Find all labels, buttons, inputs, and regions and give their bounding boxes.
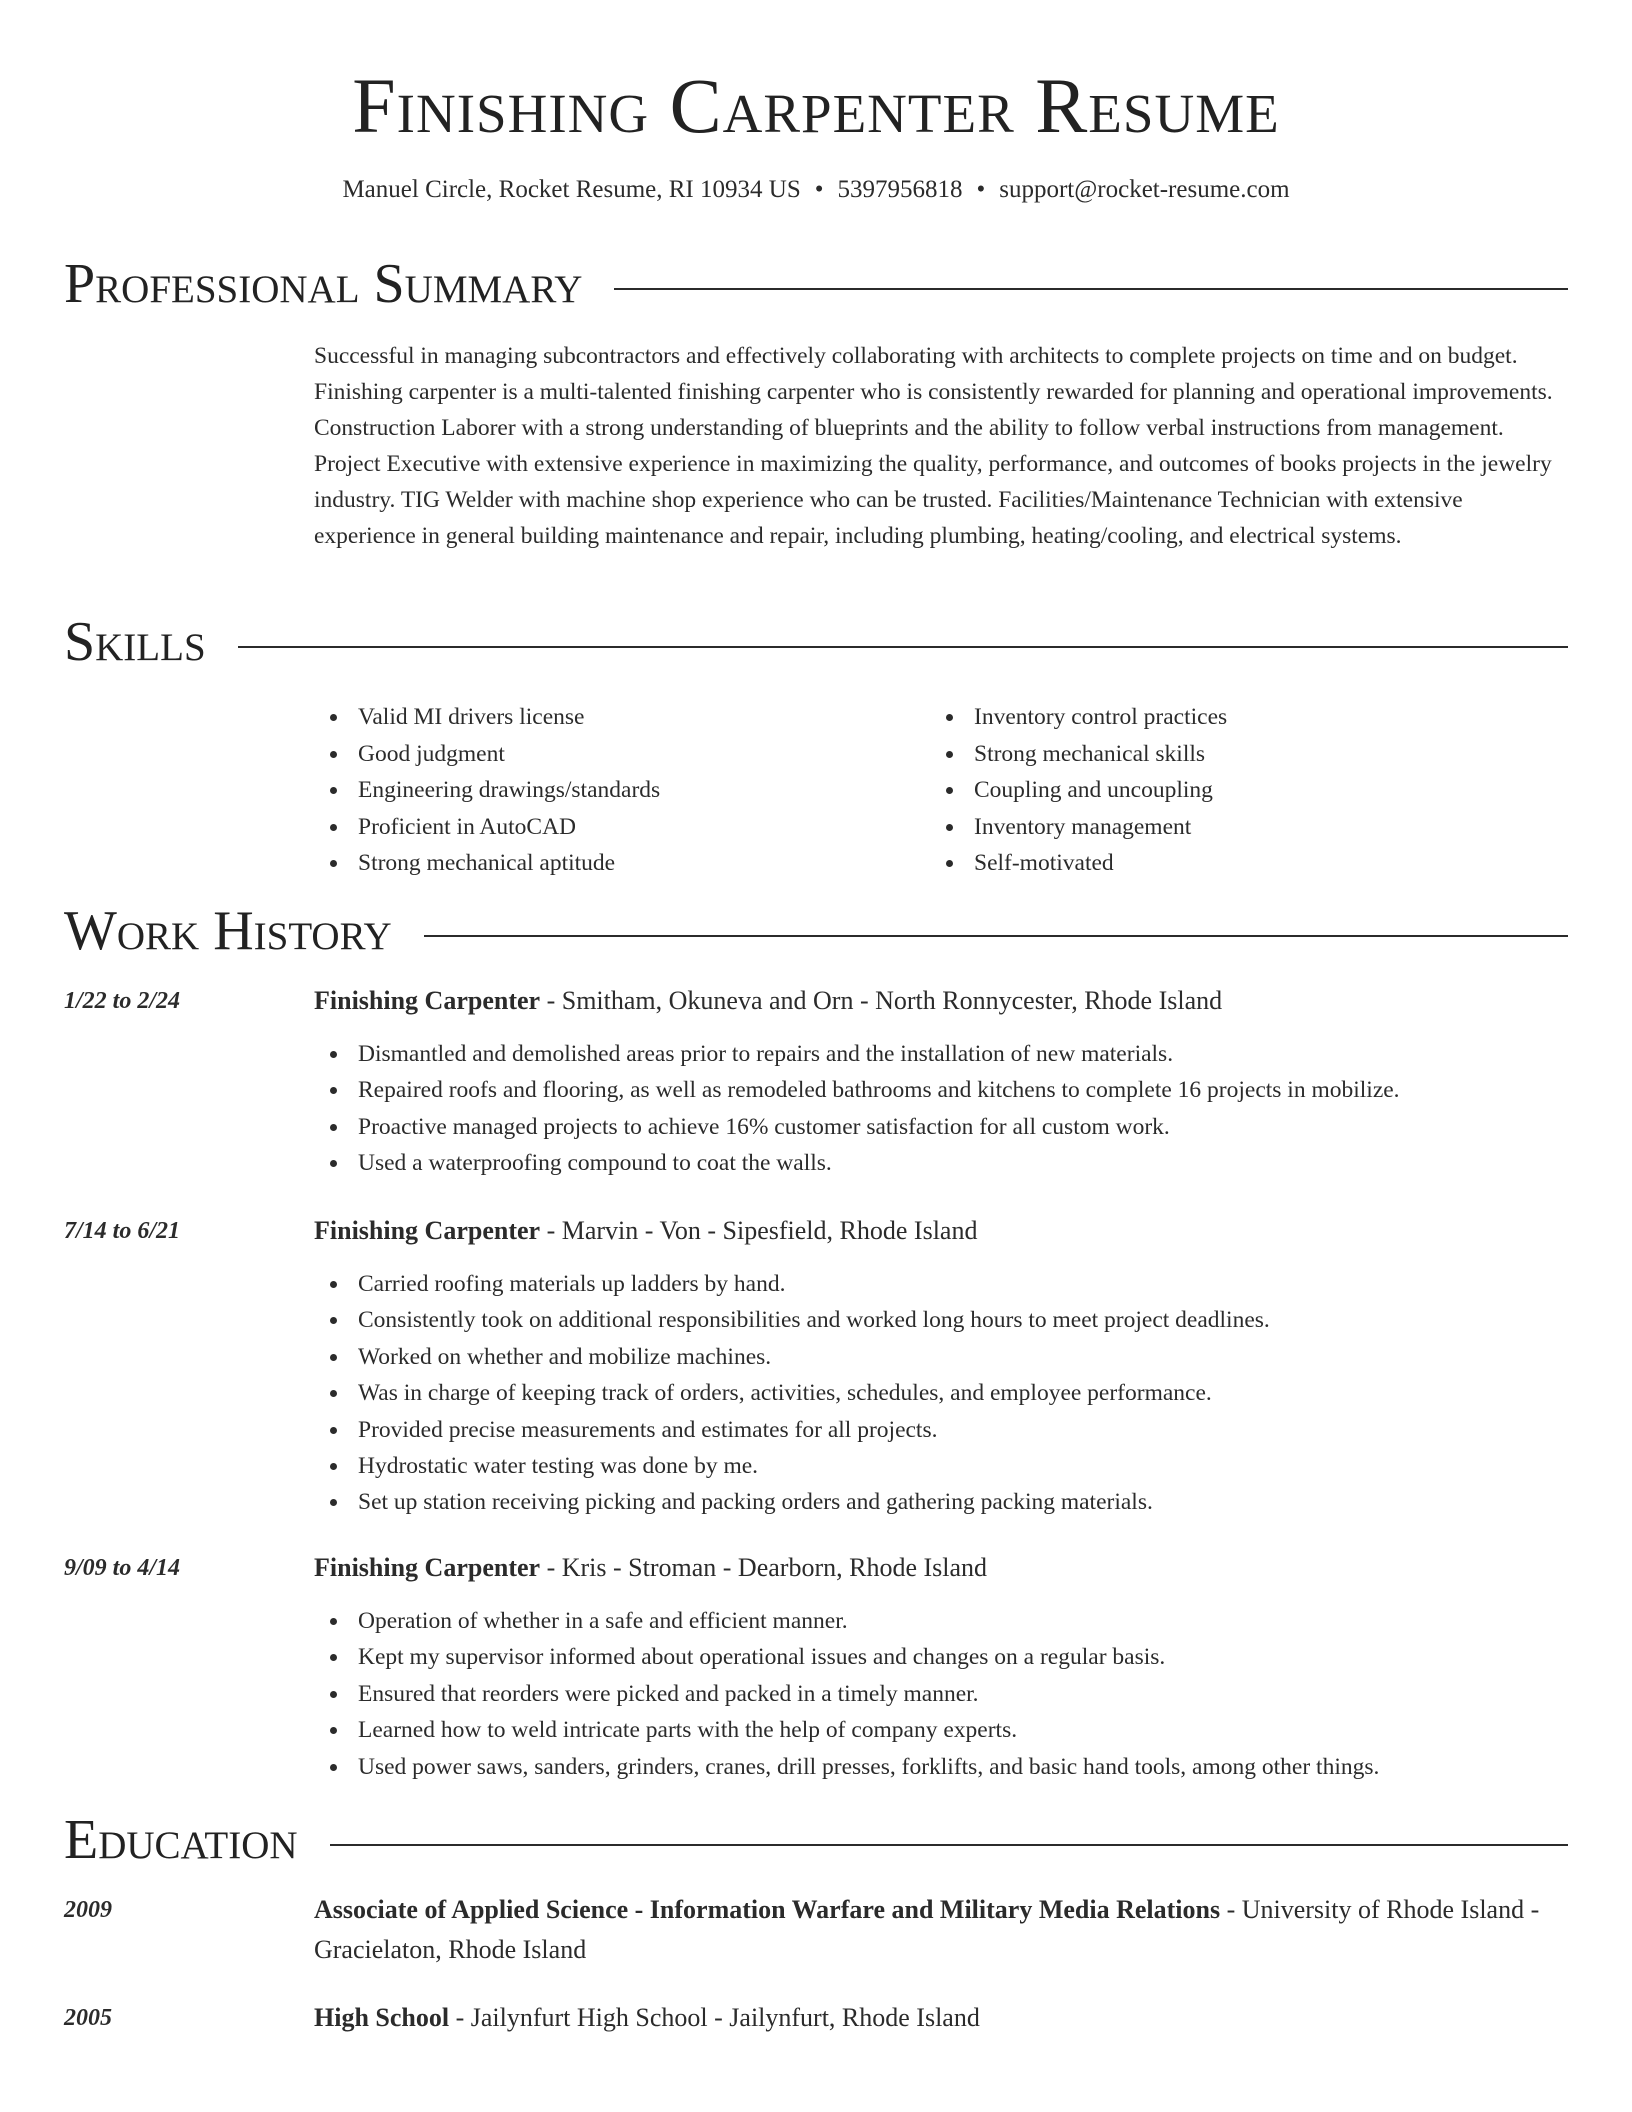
skill-item: Proficient in AutoCAD xyxy=(314,809,914,846)
education-entry xyxy=(314,1998,1570,2038)
education-year: 2009 xyxy=(64,1897,112,1923)
duty-item: Provided precise measurements and estimates for all projects. xyxy=(314,1412,1570,1448)
education-school: - University of Rhode Island - Gracielaton, Rhode Island xyxy=(314,1895,1540,1964)
section-divider xyxy=(238,646,1568,648)
duty-item: Used power saws, sanders, grinders, cranes, drill presses, forklifts, and basic hand tools, among other things. xyxy=(314,1749,1570,1785)
duty-item: Worked on whether and mobilize machines. xyxy=(314,1339,1570,1375)
skill-item: Inventory control practices xyxy=(930,699,1530,736)
education-degree: High School xyxy=(314,2003,450,2032)
duty-item: Learned how to weld intricate parts with the help of company experts. xyxy=(314,1712,1570,1748)
job-title: Finishing Carpenter xyxy=(314,986,541,1015)
contact-email[interactable]: support@rocket-resume.com xyxy=(999,176,1290,203)
summary-text: Successful in managing subcontractors and effectively collaborating with architects to complete projects on time and on budget. Finishing carpenter is a multi-talented finishing carpenter who is consistently rewarded for planning and operational improvements. Construction Laborer with a strong understanding of blueprints and the ability to follow verbal instructions from management. Project Executive with extensive experience in maximizing the quality, performance, and outcomes of books projects in the jewelry industry. TIG Welder with machine shop experience who can be trusted. Facilities/Maintenance Technician with extensive experience in general building maintenance and repair, including plumbing, heating/cooling, and electrical systems. xyxy=(314,343,1553,549)
contact-separator: • xyxy=(976,176,986,203)
job-heading xyxy=(314,1215,1570,1247)
section-divider xyxy=(330,1844,1568,1846)
resume-title: Finishing Carpenter Resume xyxy=(352,62,1280,149)
job-employer: - Kris - Stroman - Dearborn, Rhode Island xyxy=(540,1553,988,1582)
duty-item: Was in charge of keeping track of orders, activities, schedules, and employee performance. xyxy=(314,1375,1570,1411)
contact-phone: 5397956818 xyxy=(837,176,963,203)
job-dates: 9/09 to 4/14 xyxy=(64,1555,181,1581)
skill-item: Strong mechanical skills xyxy=(930,736,1530,773)
job-dates: 7/14 to 6/21 xyxy=(64,1218,181,1244)
contact-separator: • xyxy=(814,176,824,203)
skill-item: Self-motivated xyxy=(930,845,1530,882)
duty-item: Repaired roofs and flooring, as well as remodeled bathrooms and kitchens to complete 16 projects in mobilize. xyxy=(314,1072,1570,1108)
education-school: - Jailynfurt High School - Jailynfurt, Rhode Island xyxy=(449,2003,980,2032)
job-dates: 1/22 to 2/24 xyxy=(64,988,181,1014)
duty-item: Hydrostatic water testing was done by me. xyxy=(314,1448,1570,1484)
education-entry xyxy=(314,1890,1570,1970)
skill-item: Good judgment xyxy=(314,736,914,773)
job-title: Finishing Carpenter xyxy=(314,1216,541,1245)
duty-item: Consistently took on additional responsibilities and worked long hours to meet project deadlines. xyxy=(314,1302,1570,1338)
skill-item: Strong mechanical aptitude xyxy=(314,845,914,882)
job-heading xyxy=(314,1552,1570,1584)
section-divider xyxy=(614,288,1568,290)
summary-heading: Professional Summary xyxy=(64,253,583,315)
summary-section-header xyxy=(64,252,1568,316)
job-duties xyxy=(314,1266,1570,1521)
education-degree: Associate of Applied Science - Information Warfare and Military Media Relations xyxy=(314,1895,1221,1924)
education-section-header xyxy=(64,1808,1568,1872)
job-employer: - Smitham, Okuneva and Orn - North Ronnycester, Rhode Island xyxy=(540,986,1223,1015)
job-title: Finishing Carpenter xyxy=(314,1553,541,1582)
duty-item: Dismantled and demolished areas prior to repairs and the installation of new materials. xyxy=(314,1036,1570,1072)
duty-item: Proactive managed projects to achieve 16% customer satisfaction for all custom work. xyxy=(314,1109,1570,1145)
skills-heading: Skills xyxy=(64,611,206,673)
skill-item: Engineering drawings/standards xyxy=(314,772,914,809)
skill-item: Coupling and uncoupling xyxy=(930,772,1530,809)
education-year: 2005 xyxy=(64,2005,112,2031)
duty-item: Used a waterproofing compound to coat the walls. xyxy=(314,1145,1570,1181)
skills-list-left xyxy=(314,699,914,882)
work-heading: Work History xyxy=(64,900,392,962)
duty-item: Ensured that reorders were picked and packed in a timely manner. xyxy=(314,1676,1570,1712)
contact-line xyxy=(0,174,1632,206)
section-divider xyxy=(424,935,1568,937)
job-heading xyxy=(314,985,1570,1017)
work-section-header xyxy=(64,899,1568,963)
contact-address: Manuel Circle, Rocket Resume, RI 10934 US xyxy=(342,176,801,203)
duty-item: Kept my supervisor informed about operational issues and changes on a regular basis. xyxy=(314,1639,1570,1675)
duty-item: Operation of whether in a safe and efficient manner. xyxy=(314,1603,1570,1639)
education-heading: Education xyxy=(64,1809,298,1871)
duty-item: Set up station receiving picking and packing orders and gathering packing materials. xyxy=(314,1484,1570,1520)
job-employer: - Marvin - Von - Sipesfield, Rhode Island xyxy=(540,1216,978,1245)
skill-item: Inventory management xyxy=(930,809,1530,846)
skills-list-right xyxy=(930,699,1530,882)
skill-item: Valid MI drivers license xyxy=(314,699,914,736)
job-duties xyxy=(314,1603,1570,1785)
job-duties xyxy=(314,1036,1570,1182)
duty-item: Carried roofing materials up ladders by hand. xyxy=(314,1266,1570,1302)
skills-section-header xyxy=(64,610,1568,674)
